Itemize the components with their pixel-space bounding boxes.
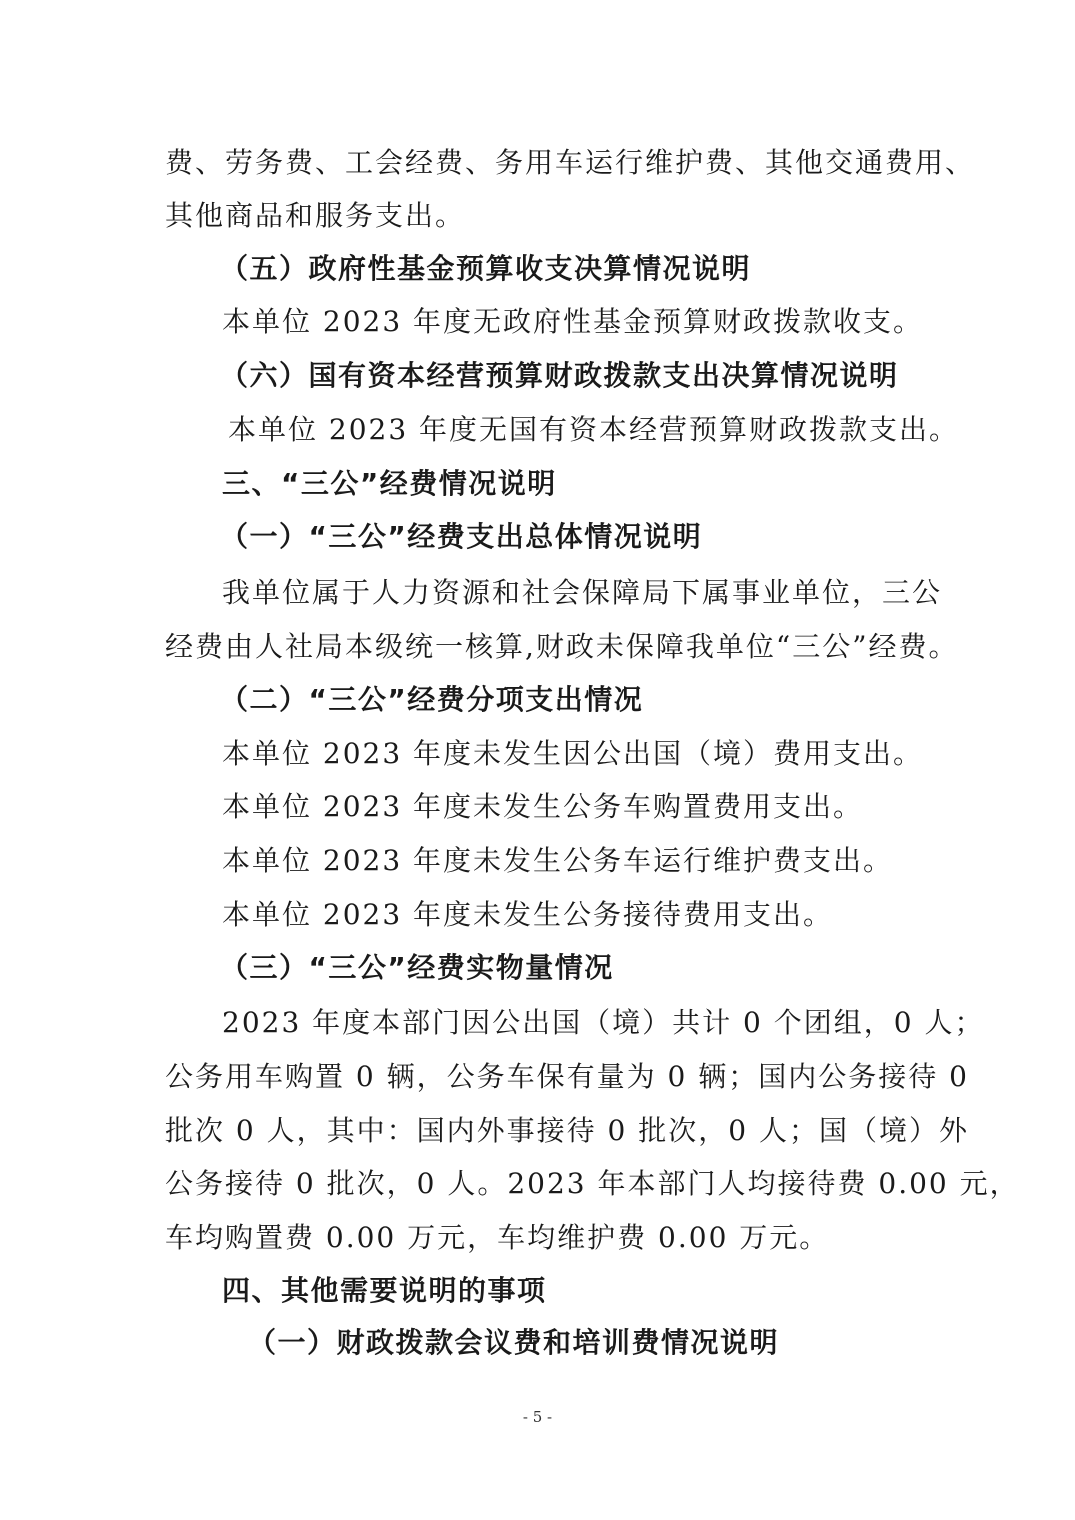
- body-text-line: 其他商品和服务支出。: [165, 199, 466, 232]
- body-text-line: 本单位 2023 年度无国有资本经营预算财政拨款支出。: [228, 413, 960, 446]
- body-text-line: 批次 0 人，其中：国内外事接待 0 批次，0 人；国（境）外: [165, 1114, 969, 1147]
- body-text-line: 本单位 2023 年度未发生公务车运行维护费支出。: [222, 844, 894, 877]
- section-heading: （一）“三公”经费支出总体情况说明: [220, 520, 703, 553]
- body-text-line: 2023 年度本部门因公出国（境）共计 0 个团组，0 人；: [222, 1006, 985, 1039]
- chapter-heading: 三、“三公”经费情况说明: [222, 467, 557, 500]
- body-text-line: 费、劳务费、工会经费、务用车运行维护费、其他交通费用、: [165, 146, 976, 179]
- section-heading: （五）政府性基金预算收支决算情况说明: [220, 252, 752, 285]
- section-heading: （二）“三公”经费分项支出情况: [220, 683, 644, 716]
- section-heading: （三）“三公”经费实物量情况: [220, 951, 614, 984]
- body-text-line: 我单位属于人力资源和社会保障局下属事业单位，三公: [222, 576, 943, 609]
- section-heading: （六）国有资本经营预算财政拨款支出决算情况说明: [220, 359, 899, 392]
- body-text-line: 公务接待 0 批次，0 人。2023 年本部门人均接待费 0.00 元，: [165, 1167, 1020, 1200]
- section-heading: （一）财政拨款会议费和培训费情况说明: [248, 1326, 780, 1359]
- body-text-line: 车均购置费 0.00 万元，车均维护费 0.00 万元。: [165, 1221, 830, 1254]
- body-text-line: 经费由人社局本级统一核算,财政未保障我单位“三公”经费。: [165, 630, 959, 663]
- body-text-line: 本单位 2023 年度未发生公务车购置费用支出。: [222, 790, 864, 823]
- body-text-line: 本单位 2023 年度未发生因公出国（境）费用支出。: [222, 737, 924, 770]
- body-text-line: 本单位 2023 年度未发生公务接待费用支出。: [222, 898, 834, 931]
- chapter-heading: 四、其他需要说明的事项: [222, 1274, 547, 1307]
- body-text-line: 公务用车购置 0 辆，公务车保有量为 0 辆；国内公务接待 0: [165, 1060, 969, 1093]
- body-text-line: 本单位 2023 年度无政府性基金预算财政拨款收支。: [222, 305, 924, 338]
- page-number: - 5 -: [522, 1408, 553, 1426]
